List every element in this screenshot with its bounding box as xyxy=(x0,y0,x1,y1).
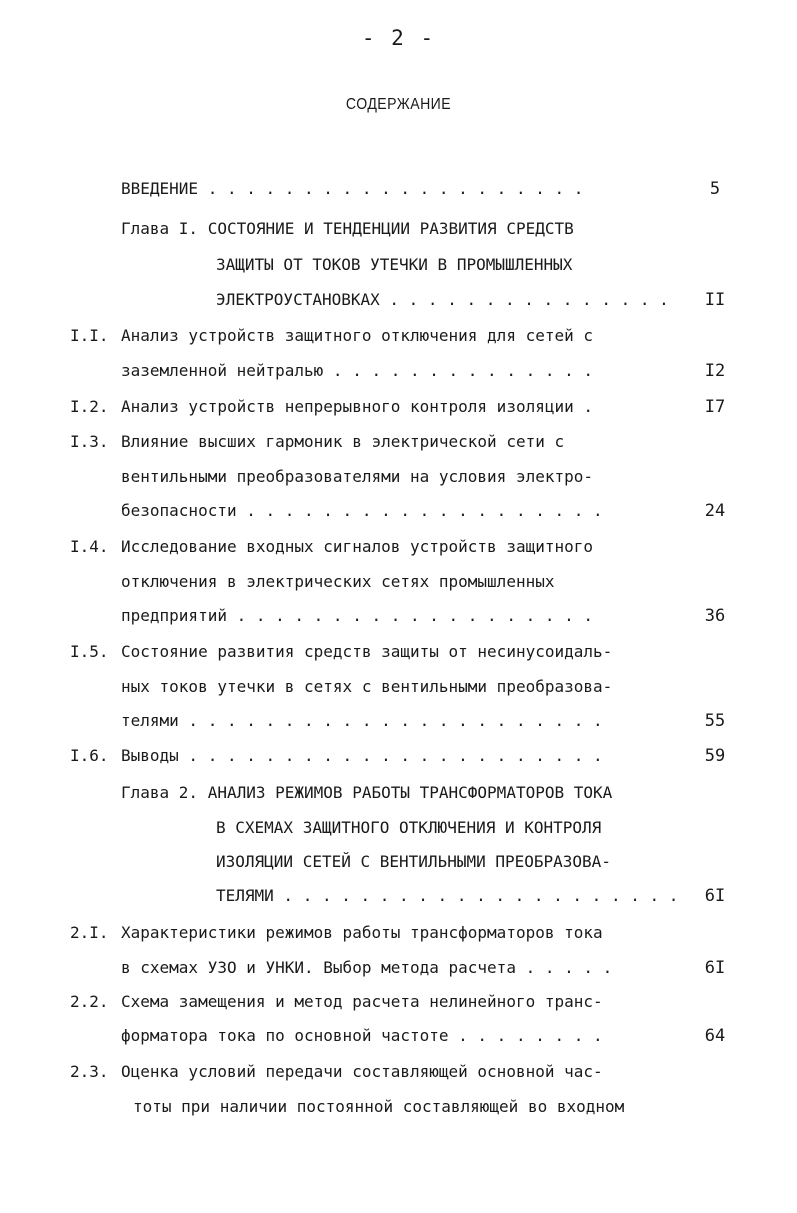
toc-section-number: I.3. xyxy=(70,432,109,451)
toc-entry-text: ТЕЛЯМИ . . . . . . . . . . . . . . . . . . . . . xyxy=(216,886,679,905)
toc-entry-text: телями . . . . . . . . . . . . . . . . . . . . . . xyxy=(121,711,603,730)
toc-entry-text: в схемах УЗО и УНКИ. Выбор метода расчета . . . . . xyxy=(121,958,613,977)
toc-entry-text: ных токов утечки в сетях с вентильными преобразова- xyxy=(121,677,613,696)
toc-page-number: 55 xyxy=(704,711,726,731)
toc-chapter-1-cont xyxy=(0,287,797,313)
toc-entry-text: Исследование входных сигналов устройств защитного xyxy=(121,537,594,556)
toc-entry-text: заземленной нейтралью . . . . . . . . . . . . . . xyxy=(121,361,594,380)
toc-section-1-4-cont xyxy=(0,569,797,595)
toc-page-number: 36 xyxy=(704,606,726,626)
toc-entry-text: отключения в электрических сетях промышленных xyxy=(121,572,555,591)
toc-entry-text: форматора тока по основной частоте . . . . . . . . xyxy=(121,1026,603,1045)
toc-entry-text: вентильными преобразователями на условия электро- xyxy=(121,467,594,486)
toc-section-number: I.5. xyxy=(70,642,109,661)
toc-entry-text: Схема замещения и метод расчета нелинейного транс- xyxy=(121,992,603,1011)
toc-section-number: 2.I. xyxy=(70,923,109,942)
toc-entry-text: Анализ устройств защитного отключения для сетей с xyxy=(121,326,594,345)
toc-page-number: 64 xyxy=(704,1026,726,1046)
toc-entry-text: ЗАЩИТЫ ОТ ТОКОВ УТЕЧКИ В ПРОМЫШЛЕННЫХ xyxy=(216,255,573,274)
toc-page-number: II xyxy=(704,290,726,310)
page-number: - 2 - xyxy=(361,26,436,50)
toc-chapter-1-cont xyxy=(0,252,797,278)
toc-section-number: 2.3. xyxy=(70,1062,109,1081)
toc-page-number: 6I xyxy=(704,958,726,978)
toc-section-1-2 xyxy=(0,394,797,420)
toc-entry-text: Глава I. СОСТОЯНИЕ И ТЕНДЕНЦИИ РАЗВИТИЯ СРЕДСТВ xyxy=(121,219,574,238)
toc-page-number: I2 xyxy=(704,361,726,381)
toc-section-1-3-cont xyxy=(0,464,797,490)
toc-section-2-1 xyxy=(0,920,797,946)
toc-section-2-1-cont xyxy=(0,955,797,981)
toc-section-1-6 xyxy=(0,743,797,769)
toc-section-1-3-cont xyxy=(0,498,797,524)
toc-section-number: I.6. xyxy=(70,746,109,765)
toc-section-number: I.4. xyxy=(70,537,109,556)
toc-chapter-2-cont xyxy=(0,883,797,909)
toc-title: СОДЕРЖАНИЕ xyxy=(345,96,452,113)
toc-entry-text: ВВЕДЕНИЕ . . . . . . . . . . . . . . . . . . . . xyxy=(121,179,584,198)
toc-entry-text: Анализ устройств непрерывного контроля изоляции . xyxy=(121,397,594,416)
toc-entry-text: ЭЛЕКТРОУСТАНОВКАХ . . . . . . . . . . . . . . . xyxy=(216,290,669,309)
toc-section-1-3 xyxy=(0,429,797,455)
toc-page-number: 5 xyxy=(709,179,721,199)
toc-entry-text: безопасности . . . . . . . . . . . . . . . . . . . xyxy=(121,501,603,520)
toc-page-number: 59 xyxy=(704,746,726,766)
toc-entry-text: В СХЕМАХ ЗАЩИТНОГО ОТКЛЮЧЕНИЯ И КОНТРОЛЯ xyxy=(216,818,602,837)
toc-section-2-2 xyxy=(0,989,797,1015)
toc-chapter-2-cont xyxy=(0,849,797,875)
toc-section-number: I.I. xyxy=(70,326,109,345)
toc-entry-text: Глава 2. АНАЛИЗ РЕЖИМОВ РАБОТЫ ТРАНСФОРМАТОРОВ ТОКА xyxy=(121,783,613,802)
toc-entry-introduction xyxy=(0,176,797,202)
toc-section-2-3-cont xyxy=(0,1094,797,1120)
toc-section-1-5 xyxy=(0,639,797,665)
toc-section-number: I.2. xyxy=(70,397,109,416)
toc-entry-text: тоты при наличии постоянной составляющей во входном xyxy=(133,1097,625,1116)
toc-section-1-5-cont xyxy=(0,708,797,734)
toc-entry-text: Состояние развития средств защиты от несинусоидаль- xyxy=(121,642,613,661)
toc-section-number: 2.2. xyxy=(70,992,109,1011)
toc-section-1-1 xyxy=(0,323,797,349)
toc-chapter-2 xyxy=(0,780,797,806)
toc-section-1-1-cont xyxy=(0,358,797,384)
toc-section-2-2-cont xyxy=(0,1023,797,1049)
toc-entry-text: ИЗОЛЯЦИИ СЕТЕЙ С ВЕНТИЛЬНЫМИ ПРЕОБРАЗОВА- xyxy=(216,852,611,871)
toc-entry-text: Влияние высших гармоник в электрической сети с xyxy=(121,432,565,451)
toc-entry-text: Оценка условий передачи составляющей основной час- xyxy=(121,1062,603,1081)
toc-section-2-3 xyxy=(0,1059,797,1085)
toc-chapter-2-cont xyxy=(0,815,797,841)
toc-page-number: I7 xyxy=(704,397,726,417)
toc-section-1-5-cont xyxy=(0,674,797,700)
toc-entry-text: Характеристики режимов работы трансформаторов тока xyxy=(121,923,603,942)
toc-entry-text: Выводы . . . . . . . . . . . . . . . . . . . . . . xyxy=(121,746,603,765)
toc-section-1-4 xyxy=(0,534,797,560)
toc-section-1-4-cont xyxy=(0,603,797,629)
toc-chapter-1 xyxy=(0,216,797,242)
toc-page-number: 24 xyxy=(704,501,726,521)
toc-entry-text: предприятий . . . . . . . . . . . . . . . . . . . xyxy=(121,606,594,625)
toc-page-number: 6I xyxy=(704,886,726,906)
